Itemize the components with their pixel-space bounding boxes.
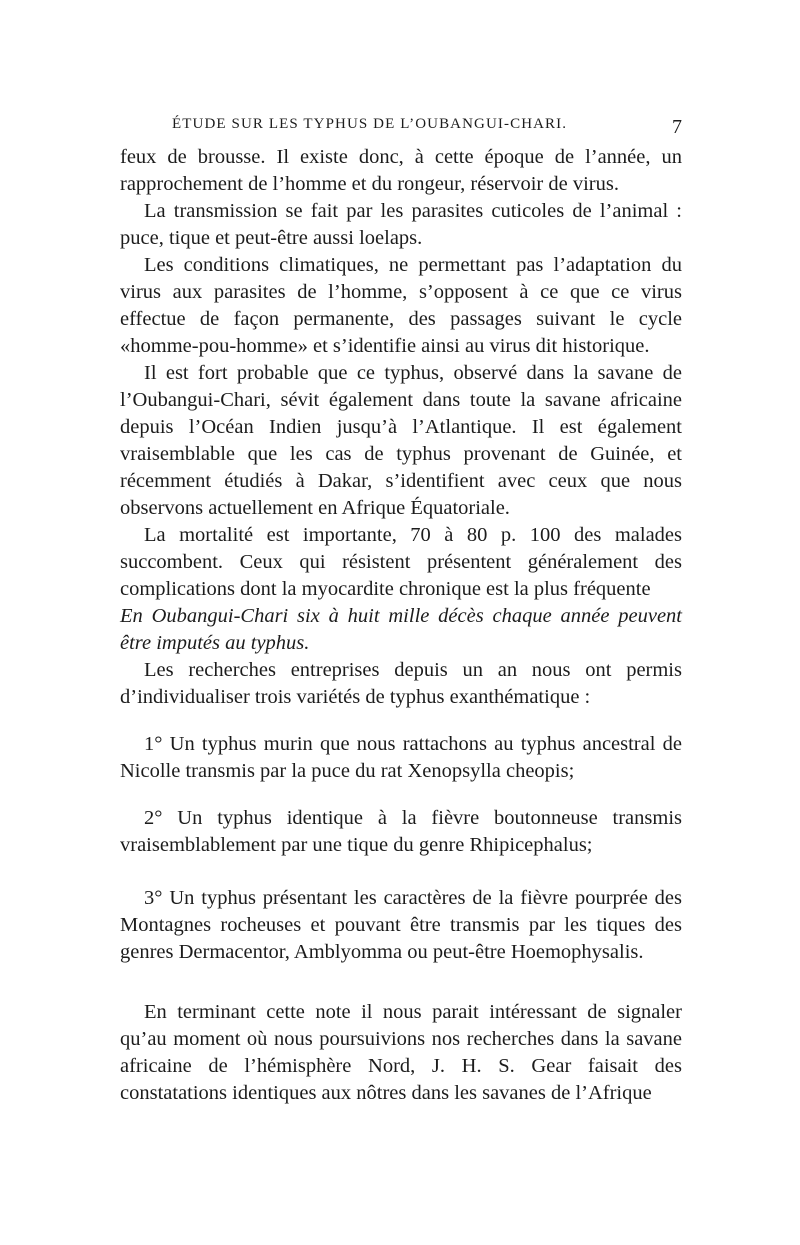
list-item-rocky-mountain-fever: 3° Un typhus présentant les caractères de la fièvre pourprée des Montagnes rocheuses et pouvant être transmis par les tiques des genres Dermacentor, Amblyomma ou peut-être Hoemophysalis. <box>120 887 682 963</box>
page-body <box>120 144 682 1107</box>
paragraph-research-intro: Les recherches entreprises depuis un an nous ont permis d’individualiser trois variétés de typhus exanthématique : <box>120 659 682 708</box>
paragraph-italic-deaths: En Oubangui-Chari six à huit mille décès chaque année peuvent être imputés au typhus. <box>120 605 682 654</box>
paragraph-conclusion: En terminant cette note il nous parait intéressant de signaler qu’au moment où nous poursuivions nos recherches dans la savane africaine de l’hémisphère Nord, J. H. S. Gear faisait des constatations identiques aux nôtres dans les savanes de l’Afrique <box>120 1001 682 1104</box>
paragraph-continued-fire-season: feux de brousse. Il existe donc, à cette époque de l’année, un rapprochement de l’homme et du rongeur, réservoir de virus. <box>120 146 682 195</box>
paragraph-climate-conditions: Les conditions climatiques, ne permettant pas l’adaptation du virus aux parasites de l’homme, s’opposent à ce que ce virus effectue de façon permanente, des passages suivant le cycle «homme-pou-homme» et s’identifie ainsi au virus dit historique. <box>120 254 682 357</box>
page-number: 7 <box>672 116 682 138</box>
list-item-boutonneuse-fever: 2° Un typhus identique à la fièvre boutonneuse transmis vraisemblablement par une tique du genre Rhipicephalus; <box>120 807 682 856</box>
paragraph-transmission: La transmission se fait par les parasites cuticoles de l’animal : puce, tique et peut-être aussi loelaps. <box>120 200 682 249</box>
page-header <box>120 116 682 144</box>
running-title: ÉTUDE SUR LES TYPHUS DE L’OUBANGUI-CHARI. <box>172 116 568 132</box>
list-item-murine-typhus: 1° Un typhus murin que nous rattachons au typhus ancestral de Nicolle transmis par la puce du rat Xenopsylla cheopis; <box>120 733 682 782</box>
paragraph-geographic-spread: Il est fort probable que ce typhus, observé dans la savane de l’Oubangui-Chari, sévit également dans toute la savane africaine depuis l’Océan Indien jusqu’à l’Atlantique. Il est également vraisemblable que les cas de typhus provenant de Guinée, et récemment étudiés à Dakar, s’identifient avec ceux que nous observons actuellement en Afrique Équatoriale. <box>120 362 682 519</box>
paragraph-mortality: La mortalité est importante, 70 à 80 p. 100 des malades succombent. Ceux qui résistent présentent généralement des complications dont la myocardite chronique est la plus fréquente <box>120 524 682 600</box>
